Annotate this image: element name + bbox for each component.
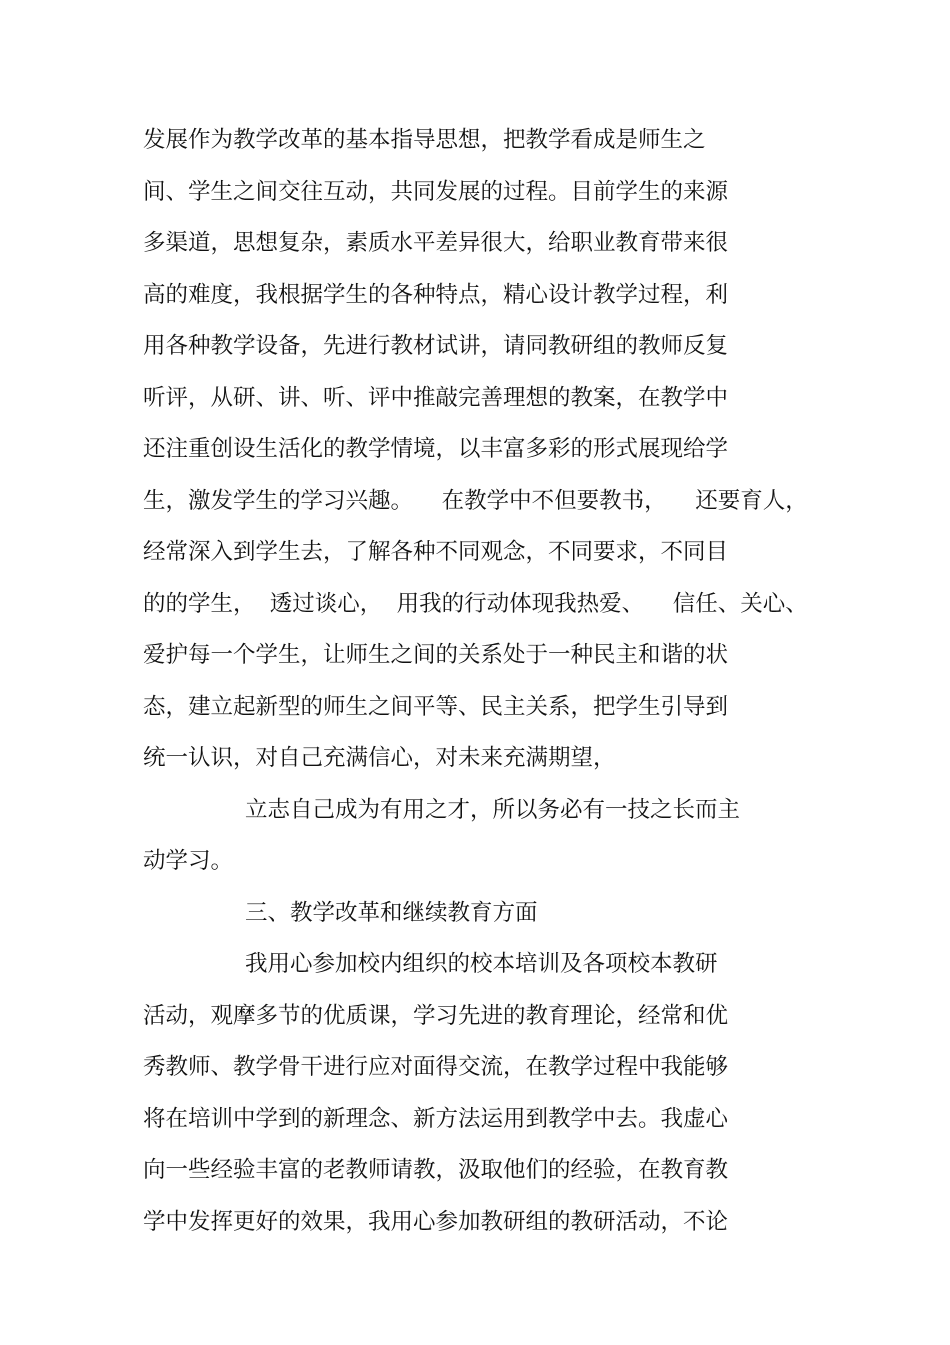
text-line: 将在培训中学到的新理念、新方法运用到教学中去。我虚心 xyxy=(143,1106,729,1132)
text-line: 学中发挥更好的效果，我用心参加教研组的教研活动，不论 xyxy=(143,1209,729,1235)
text-line: 多渠道，思想复杂，素质水平差异很大，给职业教育带来很 xyxy=(143,230,729,256)
text-line: 发展作为教学改革的基本指导思想，把教学看成是师生之 xyxy=(143,127,706,153)
text-line: 立志自己成为有用之才，所以务必有一技之长而主 xyxy=(245,797,741,823)
text-line: 秀教师、教学骨干进行应对面得交流，在教学过程中我能够 xyxy=(143,1054,729,1080)
text-line: 用各种教学设备，先进行教材试讲，请同教研组的教师反复 xyxy=(143,333,729,359)
text-line: 统一认识，对自己充满信心，对未来充满期望， xyxy=(143,745,616,771)
text-line: 经常深入到学生去，了解各种不同观念，不同要求，不同目 xyxy=(143,539,729,565)
text-line: 活动，观摩多节的优质课，学习先进的教育理论，经常和优 xyxy=(143,1003,729,1029)
text-line: 生，激发学生的学习兴趣。 在教学中不但要教书， 还要育人， xyxy=(143,488,808,514)
section-heading: 三、教学改革和继续教育方面 xyxy=(245,900,538,926)
text-line: 听评，从研、讲、听、评中推敲完善理想的教案，在教学中 xyxy=(143,385,729,411)
text-line: 间、学生之间交往互动，共同发展的过程。目前学生的来源 xyxy=(143,179,729,205)
text-line: 的的学生， 透过谈心， 用我的行动体现我热爱、 信任、关心、 xyxy=(143,591,808,617)
text-line: 还注重创设生活化的教学情境，以丰富多彩的形式展现给学 xyxy=(143,436,729,462)
text-line: 向一些经验丰富的老教师请教，汲取他们的经验，在教育教 xyxy=(143,1157,729,1183)
text-line: 爱护每一个学生，让师生之间的关系处于一种民主和谐的状 xyxy=(143,642,729,668)
text-line: 高的难度，我根据学生的各种特点，精心设计教学过程，利 xyxy=(143,282,729,308)
text-line: 我用心参加校内组织的校本培训及各项校本教研 xyxy=(245,951,718,977)
text-line: 态，建立起新型的师生之间平等、民主关系，把学生引导到 xyxy=(143,694,729,720)
text-line: 动学习。 xyxy=(143,848,234,874)
